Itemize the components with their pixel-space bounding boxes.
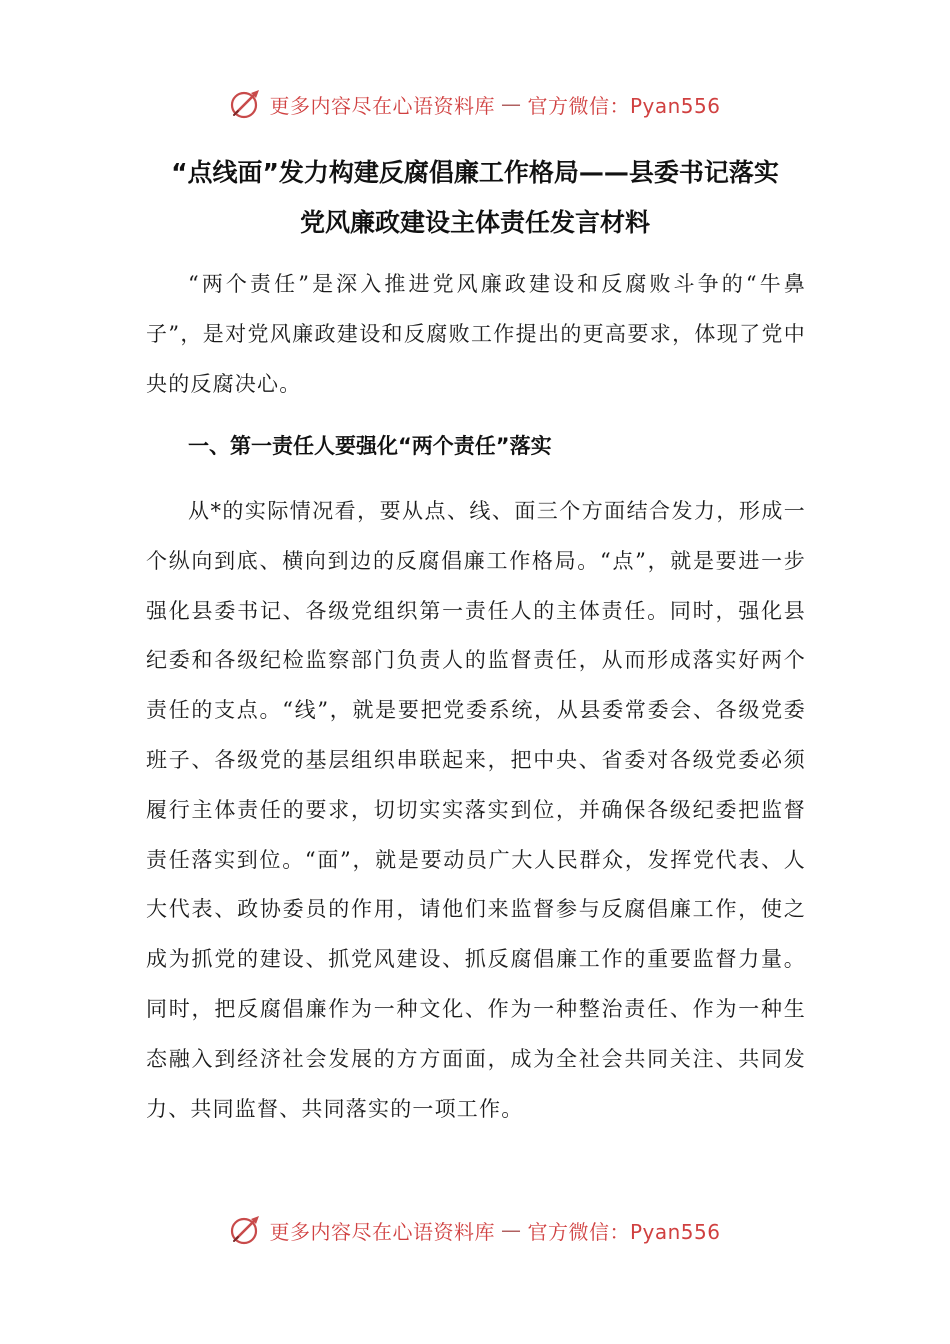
pen-logo-icon	[229, 1213, 263, 1247]
banner-contact: 官方微信：Pyan556	[527, 1219, 721, 1244]
document-title-line-2: 党风廉政建设主体责任发言材料	[299, 208, 650, 237]
document-title-line-1: “点线面”发力构建反腐倡廉工作格局——县委书记落实	[171, 158, 779, 187]
header-banner	[0, 84, 950, 124]
banner-text: 更多内容尽在心语资料库	[269, 93, 495, 118]
banner-contact: 官方微信：Pyan556	[527, 93, 721, 118]
section-1-paragraph: 从*的实际情况看，要从点、线、面三个方面结合发力，形成一个纵向到底、横向到边的反腐倡廉工作格局。“点”，就是要进一步强化县委书记、各级党组织第一责任人的主体责任。同时，强化县纪委和各级纪检监察部门负责人的监督责任，从而形成落实好两个责任的支点。“线”，就是要把党委系统，从县委常委会、各级党委班子、各级党的基层组织串联起来，把中央、省委对各级党委必须履行主体责任的要求，切切实实落实到位，并确保各级纪委把监督责任落实到位。“面”，就是要动员广大人民群众，发挥党代表、人大代表、政协委员的作用，请他们来监督参与反腐倡廉工作，使之成为抓党的建设、抓党风建设、抓反腐倡廉工作的重要监督力量。同时，把反腐倡廉作为一种文化、作为一种整治责任、作为一种生态融入到经济社会发展的方方面面，成为全社会共同关注、共同发力、共同监督、共同落实的一项工作。	[146, 499, 806, 1121]
intro-paragraph: “两个责任”是深入推进党风廉政建设和反腐败斗争的“牛鼻子”，是对党风廉政建设和反腐败工作提出的更高要求，体现了党中央的反腐决心。	[146, 272, 806, 396]
section-heading-1: 一、第一责任人要强化“两个责任”落实	[188, 434, 552, 458]
banner-dash: —	[500, 92, 522, 116]
footer-banner	[0, 1210, 950, 1250]
banner-dash: —	[500, 1218, 522, 1242]
banner-text: 更多内容尽在心语资料库	[269, 1219, 495, 1244]
pen-logo-icon	[229, 87, 263, 121]
